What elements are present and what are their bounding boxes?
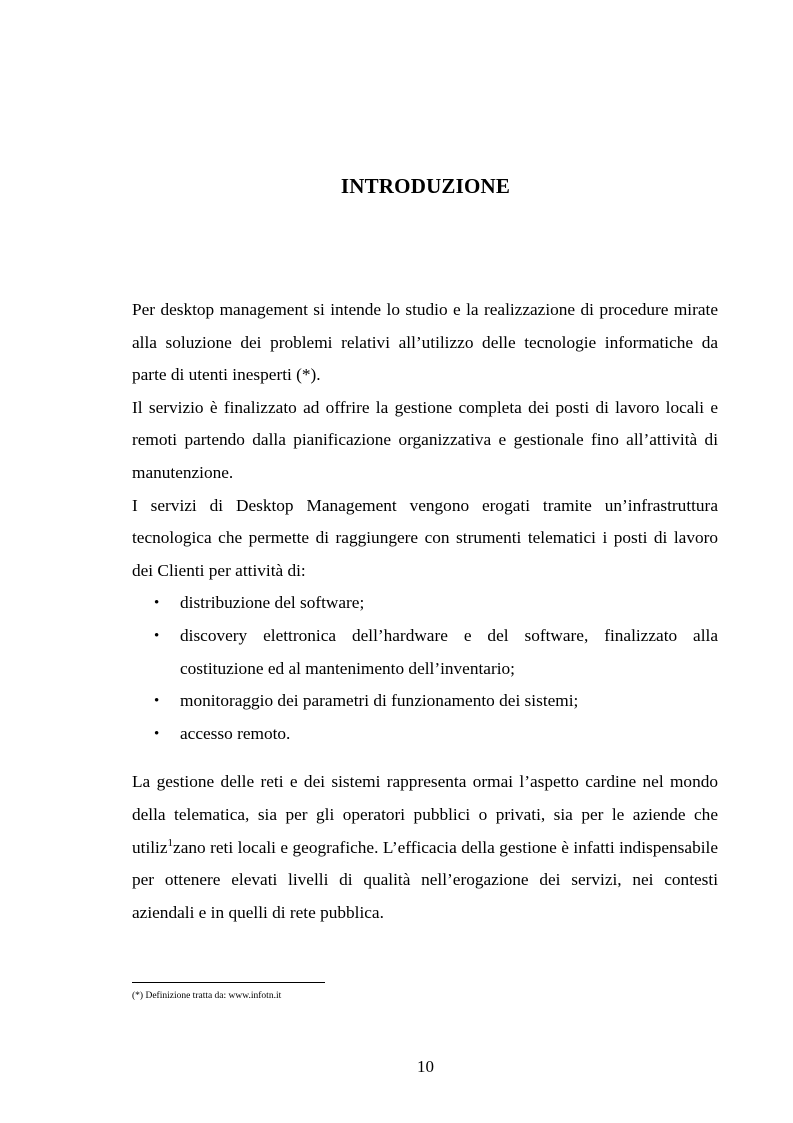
list-item-text: monitoraggio dei parametri di funzionamento dei sistemi;: [180, 691, 579, 711]
paragraph-definition: Per desktop management si intende lo studio e la realizzazione di procedure mirate alla soluzione dei problemi relativi all’utilizzo delle tecnologie informatiche da parte di utenti inesperti (*).: [132, 300, 718, 385]
paragraph-network-management: [132, 766, 718, 929]
footnote-divider: [132, 982, 325, 983]
paragraph-text-end: zano reti locali e geografiche. L’efficacia della gestione è infatti indispensabile per ottenere elevati livelli di qualità nell’erogazione dei servizi, nei contesti aziendali e in quelli di rete pubblica.: [132, 837, 718, 922]
list-item: [154, 685, 718, 718]
page-number: 10: [417, 1057, 434, 1076]
bullet-icon: •: [154, 725, 160, 742]
bullet-icon: •: [154, 595, 160, 612]
bullet-icon: •: [154, 693, 160, 710]
list-item: [154, 718, 718, 751]
paragraph-service: Il servizio è finalizzato ad offrire la gestione completa dei posti di lavoro locali e remoti partendo dalla pianificazione organizzativa e gestionale fino all’attività di manutenzione.: [132, 397, 718, 482]
list-item-text: distribuzione del software;: [180, 593, 365, 613]
activity-list: [132, 587, 718, 750]
footnote: (*) Definizione tratta da: www.infotn.it: [132, 991, 282, 1001]
list-item: [154, 587, 718, 620]
bullet-icon: •: [154, 627, 160, 644]
paragraph-desktop-management: I servizi di Desktop Management vengono erogati tramite un’infrastruttura tecnologica che permette di raggiungere con strumenti telematici i posti di lavoro dei Clienti per attività di:: [132, 495, 718, 580]
list-item-text: discovery elettronica dell’hardware e del software, finalizzato alla costituzione ed al mantenimento dell’inventario;: [180, 625, 718, 678]
list-item-text: accesso remoto.: [180, 723, 291, 743]
page-title: INTRODUZIONE: [340, 174, 511, 198]
footnote-marker: 1: [167, 836, 174, 849]
list-item: [154, 620, 718, 685]
body-text: [132, 294, 718, 929]
paragraph-text-start: La gestione delle reti e dei sistemi rappresenta ormai l’aspetto cardine nel mondo della telematica, sia per gli operatori pubblici o privati, sia per le aziende che utiliz: [132, 772, 718, 857]
paragraph-spacer: [132, 750, 718, 766]
